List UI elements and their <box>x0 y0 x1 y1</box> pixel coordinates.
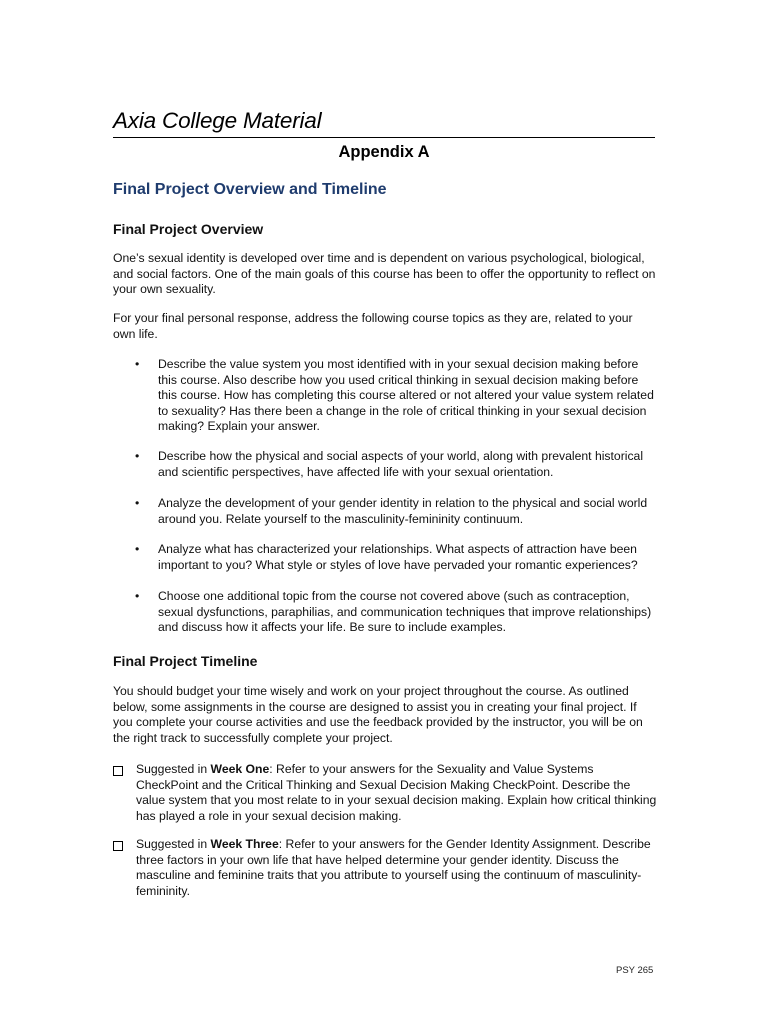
bullet-text: Describe the value system you most identified with in your sexual decision making before this course. Also describe how you used critical thinking in sexual decision making before this course. How has completing this course altered or not altered your value system related to sexuality? Has there been a change in the role of critical thinking in your sexual decision making? Explain your answer. <box>158 357 654 433</box>
timeline-item-body: : Refer to your answers for the Gender Identity Assignment. Describe three factors in your own life that have helped determine your gender identity. Discuss the masculine and feminine traits that you attribute to yourself using the continuum of masculinity-femininity. <box>136 837 651 898</box>
timeline-item-prefix: Suggested in <box>136 837 211 851</box>
timeline-item-prefix: Suggested in <box>136 762 211 776</box>
overview-paragraph-2: For your final personal response, address the following course topics as they are, related to your own life. <box>113 311 633 341</box>
bullet-icon: • <box>135 449 140 463</box>
appendix-title: Appendix A <box>338 143 430 161</box>
header-rule <box>113 137 655 138</box>
bullet-icon: • <box>135 357 140 371</box>
bullet-text: Analyze the development of your gender identity in relation to the physical and social world around you. Relate yourself to the masculinity-femininity continuum. <box>158 496 648 526</box>
checkbox-icon <box>113 766 123 776</box>
document-header-title: Axia College Material <box>113 108 322 133</box>
timeline-item-week: Week One <box>210 762 270 776</box>
checkbox-icon <box>113 841 123 851</box>
timeline-paragraph: You should budget your time wisely and work on your project throughout the course. As outlined below, some assignments in the course are designed to assist you in creating your final project. If you complete your course activities and use the feedback provided by the instructor, you will be on the right track to successfully complete your project. <box>113 684 643 745</box>
bullet-text: Analyze what has characterized your relationships. What aspects of attraction have been important to you? What style or styles of love have pervaded your romantic experiences? <box>158 542 638 572</box>
timeline-item-text <box>136 837 658 899</box>
bullet-text: Describe how the physical and social aspects of your world, along with prevalent historical and scientific perspectives, have affected life with your sexual orientation. <box>158 449 644 479</box>
timeline-item-body: : Refer to your answers for the Sexuality and Value Systems CheckPoint and the Critical Thinking and Sexual Decision Making CheckPoint. Describe the value system that you most relate to in your sexual decision making. Explain how critical thinking has played a role in your sexual decision making. <box>136 762 657 823</box>
bullet-icon: • <box>135 542 140 556</box>
timeline-item-week: Week Three <box>210 837 279 851</box>
timeline-heading: Final Project Timeline <box>113 653 258 669</box>
overview-paragraph-1: One’s sexual identity is developed over time and is dependent on various psychological, biological, and social factors. One of the main goals of this course has been to offer the opportunity to reflect on your own sexuality. <box>113 251 656 296</box>
section-heading: Final Project Overview and Timeline <box>113 181 387 198</box>
bullet-icon: • <box>135 589 140 603</box>
overview-heading: Final Project Overview <box>113 221 264 237</box>
footer-course-code: PSY 265 <box>616 965 654 976</box>
timeline-item-text <box>136 762 658 824</box>
bullet-icon: • <box>135 496 140 510</box>
bullet-text: Choose one additional topic from the course not covered above (such as contraception, sexual dysfunctions, paraphilias, and communication techniques that improve relationships) and discuss how it affects your life. Be sure to include examples. <box>158 589 652 634</box>
